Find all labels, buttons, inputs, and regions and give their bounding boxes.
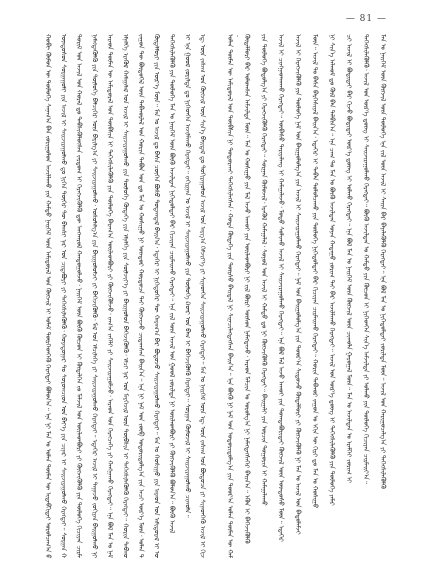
text-column: ᠶᠢᠨ ᠲᠥᠯᠦᠭᠡ ᠪᠣᠳᠤᠯᠭ᠎ᠠ ᠶᠢ ᠬᠡᠷᠡᠭᠵᠢᠭᠦᠯᠬᠦ ᠬᠡᠷᠡᠭᠲᠡᠢ᠃ ᠰᠤᠷᠭᠠᠨ ᠬᠦᠮᠦᠵᠢᠯ᠂ ᠡᠷᠡᠬᠦᠯ ᠬᠠᠮᠠᠭᠠᠯᠠᠯ᠂ ᠰᠣᠶᠣᠯ ᠤᠨ ᠠᠵᠢᠯ ᠢ ᠬᠠᠮᠲᠤ ᠳᠤ ᠨᠢ ᠬᠥᠭᠵᠢᠭᠦᠯᠬᠦ ᠬᠡᠷᠡᠭᠲᠡᠢ᠃ ᠪᠠᠢᠭᠠᠯᠢ ᠶᠢᠨ ᠣᠷᠴᠢᠨ ᠲᠣᠭᠣᠷᠢᠨ ᠢ ᠬᠠᠮᠠᠭᠠᠯᠠᠬᠤ [260,34,269,506]
text-column: ᠬᠤᠪᠢ ᠬᠦᠮᠦᠨ ᠦ ᠲᠥᠯᠦᠭᠡ ᠰᠠᠨᠠᠭ᠎ᠠ ᠪᠡᠨ ᠵᠣᠷᠢᠭᠤᠯᠤᠨ ᠠᠵᠢᠯᠯᠠᠬᠤ ᠶᠢᠨ ᠬᠠᠮᠲᠤ ᠨᠡᠢᠭᠡᠮ ᠦᠨ ᠠᠮᠢᠳᠤᠷᠠᠯ ᠤᠨ ᠬᠥᠭᠵᠢᠯ ᠢ ᠤᠯᠠᠮ ᠲᠦᠷᠭᠡᠳᠭᠡᠬᠦ ᠬᠡᠷᠡᠭᠲᠡᠢ ᠪᠣᠯᠤᠨ᠎ᠠ᠃ ᠡᠨᠡ ᠨᠢ ᠮᠠᠨ ᠤ ᠣᠯᠠᠨ ᠲᠦᠮᠡᠨ ᠦ ᠢᠳᠡᠪᠬᠢᠲᠡᠢ ᠣᠷᠣᠯᠴᠠᠭ᠎ᠠ ᠪ [44,34,53,558]
text-column: ᠨᠡᠮᠡᠭᠳᠡᠭᠦᠯᠬᠦ ᠶᠢᠨ ᠲᠥᠯᠦᠭᠡ ᠪᠡᠯᠴᠢᠭᠡᠷ ᠦᠨ ᠪᠠᠷᠢᠯᠭ᠎ᠠ ᠶᠢ ᠰᠠᠢᠵᠢᠷᠠᠭᠤᠯᠬᠤ᠂ ᠤᠰᠤᠯᠠᠯᠭ᠎ᠠ ᠶᠢᠨ ᠪᠠᠢᠭᠤᠯᠤᠮᠵᠢ ᠶᠢ ᠪᠡᠬᠡᠵᠢᠭᠦᠯᠬᠦ᠂ ᠮᠠᠯ ᠤᠨ ᠡᠮᠴᠢᠯᠡᠭᠡ ᠶᠢ ᠰᠠᠢᠵᠢᠷᠠᠭᠤᠯᠬᠤ ᠬᠡᠷᠡᠭᠲᠡᠢ᠃ ᠡᠳᠡᠭᠡᠷ ᠠᠵᠢᠯ ᠢ ᠳᠠᠭᠠᠵᠤ ᠵᠣᠬᠢᠶᠠᠨ ᠪᠠᠢᠭᠤᠯᠬᠤ ᠨᠢ [90,34,99,558]
text-column: ᠢ ᠡᠨᠡ ᠭᠣᠣᠯ ᠵᠣᠷᠢᠯᠲᠠ ᠳᠤ ᠨᠢᠭᠡᠳᠬᠡᠨ ᠠᠵᠢᠯᠯᠠᠬᠤ ᠬᠡᠷᠡᠭᠲᠡᠢ᠃ ᠵᠠᠬᠢᠷᠭᠠᠨ ᠤ ᠠᠵᠢᠯ ᠢ ᠰᠠᠢᠵᠢᠷᠠᠭᠤᠯᠬᠤ ᠶᠢᠨ ᠲᠥᠯᠦᠭᠡ ᠺᠠᠳᠷ ᠤᠨ ᠪᠠᠭ ᠢ ᠪᠡᠬᠡᠵᠢᠭᠦᠯᠬᠦ ᠬᠡᠷᠡᠭᠲᠡᠢ᠃ ᠰᠤᠷᠭᠠᠨ ᠬᠦᠮᠦᠵᠢᠯ ᠢ ᠰᠠᠢᠵᠢᠷᠠᠭᠤᠯᠬᠤ ᠴᠢᠬᠤᠯᠠ᠃ [183,34,192,518]
text-column: ᠵᠠᠭᠤᠨ ᠲᠦ ᠪᠦᠲᠦᠭᠡᠯ ᠦᠨ ᠳᠠᠪᠬᠤᠷᠯᠠᠯ ᠤᠨ ᠬᠣᠷᠢᠨ ᠲᠠᠪᠤᠨ ᠣᠨ ᠳᠤ ᠮᠠᠨ ᠤ ᠬᠣᠰᠢᠭᠤ ᠨᠢ ᠥᠨᠳᠥᠷ ᠬᠤᠷᠳᠤᠴᠠ ᠲᠠᠢ ᠬᠥᠭᠵᠢᠵᠦ ᠴᠢᠳᠠᠭᠰᠠᠨ ᠪᠠᠢᠨ᠎ᠠ᠃ ᠡᠨᠡ ᠨᠢ ᠨᠠᠮ ᠤᠨ ᠵᠥᠪ ᠤᠳᠤᠷᠢᠳᠤᠯᠭ᠎ᠠ ᠶᠢᠨ ᠠᠴᠢ ᠦᠷ᠎ᠡ ᠮᠥᠨ᠂ ᠣᠯᠠᠨ ᠲ [136,34,145,558]
text-column: ᠨᠢ ᠰᠢᠨ᠎ᠡ ᠠᠯᠬᠤᠮ ᠳᠤ ᠬᠥᠯ ᠪᠡᠨ ᠲᠠᠯᠪᠢᠨ᠎ᠠ᠃ ᠡᠨᠡ ᠴᠠᠭ ᠲᠤ ᠮᠠᠨ ᠤ ᠪᠦᠬᠦ ᠠᠵᠢᠯᠲᠠᠨ ᠤᠶᠠᠨ ᠬᠠᠲᠠᠭᠤ ᠵᠣᠷᠢᠭ ᠲᠠᠢ ᠪᠡᠷ ᠠᠵᠢᠯᠯᠠᠬᠤ ᠬᠡᠷᠡᠭᠲᠡᠢ᠃ ᠠᠵᠢᠯ ᠤᠨ ᠦᠷ᠎ᠡ ᠳ᠋ᠦᠩ ᠢ ᠳᠡᠭᠡᠭᠰᠢᠯᠡᠭᠦᠯᠬᠦ ᠶᠢᠨ ᠲᠥᠯᠦᠭᠡ ᠶᠠᠮᠠᠷ [328,34,337,506]
text-column: ᠠᠷᠠᠳ ᠲᠦᠮᠡᠨ ᠦ ᠠᠮᠢᠳᠤᠷᠠᠯ ᠤᠨ ᠲᠦᠪᠰᠢᠨ ᠢ ᠳᠡᠭᠡᠭᠰᠢᠯᠡᠭᠦᠯᠬᠦ ᠶᠢᠨ ᠲᠥᠯᠦᠭᠡ ᠪᠠᠷᠠᠭ᠎ᠠ ᠦᠢᠯᠡᠳᠪᠦᠷᠢ ᠶᠢ ᠬᠥᠭᠵᠢᠭᠦᠯᠵᠦ᠂ ᠵᠠᠬ᠎ᠠ ᠵᠡᠭᠡᠯᠢ ᠶᠢ ᠰᠠᠢᠵᠢᠷᠠᠭᠤᠯᠵᠤ᠂ ᠠᠷᠠᠳ ᠤᠨ ᠬᠡᠷᠡᠭᠴᠡᠭᠡ ᠶᠢ ᠬᠠᠩᠭᠠᠬᠤ ᠬᠡᠷᠡᠭᠲᠡᠢ᠃ ᠡᠨᠡ ᠪᠣᠯ ᠮᠠᠨ ᠤ ᠨᠠᠮ [106,34,115,558]
text-column: ᠮᠥᠨ᠃ ᠠᠵᠢᠯ ᠲᠤ ᠪᠠᠰᠠ ᠪᠡᠷᠬᠡᠰᠢᠶᠡᠯ ᠪᠠᠢᠨ᠎ᠠ᠂ ᠡᠳᠡᠭᠡᠷ ᠢ ᠳᠠᠪᠠᠨ ᠲᠤᠯᠤᠯᠴᠠᠬᠤ ᠶᠢᠨ ᠲᠥᠯᠦᠭᠡ ᠨᠢᠭᠡᠳᠦᠯᠲᠡᠢ ᠪᠡᠷ ᠬᠢᠴᠢᠶᠡᠨ ᠴᠢᠷᠮᠠᠢᠬᠤ ᠬᠡᠷᠡᠭᠲᠡᠢ᠃ ᠬᠣᠷᠢᠨ ᠳᠠᠪᠬᠤᠷ ᠵᠠᠭᠤᠨ ᠤ ᠡᠬᠢᠨ ᠦ ᠬᠢᠷᠢ ᠳᠤ ᠮᠠᠨ ᠤ ᠬᠣᠰᠢᠭᠤ [311,34,320,509]
text-column: ᠬᠥᠳᠡᠯᠮᠦᠷᠢ ᠶᠢᠨ ᠦᠷ᠎ᠡ ᠮᠥᠨ᠃ ᠮᠠᠨ ᠤ ᠠᠵᠢᠯ ᠳᠤ ᠪᠠᠰᠠ ᠴᠥᠭᠡᠨ ᠪᠤᠰᠤ ᠳᠤᠲᠠᠭᠳᠠᠯ ᠪᠠᠢᠨ᠎ᠠ᠂ ᠡᠳᠡᠭᠡᠷ ᠢ ᠨᠢᠭᠡᠳᠦᠭᠡᠷ ᠲᠦ ᠬᠠᠷᠠᠭ᠎ᠠ ᠪᠠᠷ ᠪᠤᠳᠤᠵᠤ ᠰᠠᠢᠵᠢᠷᠠᠭᠤᠯᠬᠤ ᠬᠡᠷᠡᠭᠲᠡᠢ᠃ ᠮᠠᠨ ᠤ ᠬᠣᠰᠢᠭᠤ ᠶᠢᠨ ᠠᠷᠠᠳ ᠤᠨ ᠠᠮᠢᠳᠤᠷᠠᠯ ᠢ ᠤ [152,34,161,558]
text-column: ᠡᠮᠨᠡᠯᠭᠡ ᠡᠷᠡᠬᠦᠯ ᠬᠠᠮᠠᠭᠠᠯᠠᠯ ᠤᠨ ᠠᠵᠢᠯ ᠢ ᠰᠠᠢᠵᠢᠷᠠᠭᠤᠯᠬᠤ ᠶᠢᠨ ᠲᠥᠯᠦᠭᠡ ᠬᠥᠳᠡᠭᠡ ᠶᠢᠨ ᠡᠮᠨᠡᠯᠭᠡ ᠶᠢᠨ ᠰᠦᠯᠵᠢᠶ᠎ᠡ ᠶᠢ ᠪᠠᠢᠭᠤᠯᠤᠨ ᠪᠡᠬᠡᠵᠢᠭᠦᠯᠬᠦ᠂ ᠡᠮᠴᠢ ᠨᠠᠷ ᠤᠨ ᠮᠡᠷᠭᠡᠵᠢᠯ ᠦᠨ ᠲᠦᠪᠰᠢᠨ ᠢ ᠳᠡᠭᠡᠭᠰᠢᠯᠡᠭᠦᠯᠬᠦ ᠬᠡᠷᠡᠭᠲᠡᠢ᠃ ᠬᠣᠷᠢᠨ ᠳᠠᠪᠬᠤ [121,34,130,558]
text-column: ᠳᠡᠭᠡᠭᠰᠢᠯᠡᠭᠦᠯᠬᠦ᠂ ᠠᠵᠢᠯ ᠤᠨ ᠦᠷ᠎ᠡ ᠳ᠋ᠦᠩ ᠢ ᠰᠠᠢᠵᠢᠷᠠᠭᠤᠯᠬᠤ ᠬᠡᠷᠡᠭᠲᠡᠢ᠃ ᠪᠦᠬᠦ ᠠᠵᠢᠯᠲᠠᠨ ᠤ ᠬᠠᠮᠲᠤ ᠶᠢᠨ ᠬᠦᠴᠦᠨ ᠢ ᠨᠢᠭᠡᠳᠭᠡᠨ ᠰᠢᠨ᠎ᠡ ᠠᠮᠵᠢᠯᠲᠠ ᠶᠢ ᠣᠯᠬᠤ ᠶᠢᠨ ᠲᠥᠯᠦᠭᠡ ᠬᠢᠴᠢᠶᠡᠨ ᠴᠢᠷᠮᠠᠢᠶ᠎ᠠ᠃ [362,34,371,484]
text-column: ᠮᠠᠨ ᠤ ᠨᠡᠢᠭᠡᠮ ᠦᠨ ᠬᠥᠭᠵᠢᠯ ᠦᠨ ᠲᠥᠯᠦᠭᠡ ᠡᠨᠡ ᠵᠢᠯ ᠦᠨ ᠠᠵᠢᠯ ᠢ ᠰᠠᠢᠨ ᠪᠡᠷ ᠪᠡᠶᠡᠯᠡᠭᠦᠯᠬᠦ ᠬᠡᠷᠡᠭᠲᠡᠢ᠃ ᠡᠨᠡ ᠪᠣᠯ ᠮᠠᠨ ᠤ ᠨᠢᠭᠡᠳᠦᠯᠲᠡᠢ ᠵᠣᠷᠢᠯᠲᠠ ᠮᠥᠨ᠃ ᠠᠵᠢᠯ ᠤᠨ ᠬᠠᠷᠢᠭᠤᠴᠠᠯᠭ᠎ᠠ ᠶᠢ ᠳᠡᠭᠡᠭᠰᠢᠯᠡᠭᠦᠯᠬᠦ [379,34,388,489]
page-number: — 81 — [345,14,387,24]
text-column: ᠳᠡᠭᠡᠭᠰᠢᠯᠡᠭᠦᠯᠬᠦ ᠶᠢᠨ ᠲᠥᠯᠦᠭᠡ ᠮᠠᠨ ᠤ ᠨᠡᠢᠭᠡᠮ ᠦᠨ ᠪᠦᠬᠦ ᠠᠵᠢᠯᠲᠠᠨ ᠨᠢᠭᠡᠳᠦᠯᠲᠡᠢ ᠪᠡᠷ ᠬᠢᠴᠢᠶᠡᠨ ᠴᠢᠷᠮᠠᠢᠬᠤ ᠬᠡᠷᠡᠭᠲᠡᠢ᠃ ᠡᠨᠡ ᠵᠢᠯ ᠦᠨ ᠠᠵᠢᠯ ᠤᠨ ᠭᠣᠣᠯ ᠵᠣᠷᠢᠯᠲᠠ ᠨᠢ ᠦᠢᠯᠡᠳᠪᠦᠷᠢ ᠶᠢ ᠬᠥᠭᠵᠢᠭᠦᠯᠬᠦ ᠪᠣᠯᠤᠨ᠎ᠠ᠃ ᠪᠦᠬᠦ ᠠᠵᠢᠯ [167,34,176,534]
text-column: ᠡᠳ᠋ ᠦᠨ ᠵᠠᠰᠠᠭ ᠤᠨ ᠬᠥᠭᠵᠢᠯ ᠦᠨ ᠰᠢᠨ᠎ᠡ ᠪᠠᠢᠳᠠᠯ ᠳᠤ ᠲᠣᠬᠢᠷᠠᠭᠤᠯᠤᠨ ᠠᠵᠢᠯ ᠤᠨ ᠠᠷᠭ᠎ᠠ ᠬᠡᠮᠵᠢᠶ᠎ᠡ ᠶᠢ ᠰᠢᠨᠡᠳᠭᠡᠨ ᠰᠠᠢᠵᠢᠷᠠᠭᠤᠯᠬᠤ ᠬᠡᠷᠡᠭᠲᠡᠢ᠃ ᠮᠠᠨ ᠤ ᠨᠡᠢᠭᠡᠮ ᠦᠨ ᠡᠳ᠋ ᠦᠨ ᠵᠠᠰᠠᠭ ᠤᠨ ᠪᠦᠲᠦᠴᠡ ᠶᠢ ᠰᠢᠨᠡᠳᠭᠡᠬᠦ ᠠᠵᠢᠯ ᠢ ᠬᠢᠵ [198,34,207,558]
text-column: ᠠᠵᠢᠯ ᠢ ᠴᠢᠩᠭᠠᠳᠬᠠᠬᠤ ᠬᠡᠷᠡᠭᠲᠡᠢ᠃ ᠦᠪᠡᠰᠦ ᠲᠠᠷᠢᠶᠠᠯᠠᠩ ᠢ ᠬᠠᠮᠠᠭᠠᠯᠠᠵᠤ᠂ ᠮᠣᠳᠣ ᠰᠤᠯᠢᠬᠤ ᠠᠵᠢᠯ ᠢ ᠰᠠᠢᠵᠢᠷᠠᠭᠤᠯᠬᠤ ᠬᠡᠷᠡᠭᠲᠡᠢ᠃ ᠡᠨᠡ ᠪᠣᠯ ᠮᠠᠯ ᠠᠵᠤ ᠠᠬᠤᠢ ᠶᠢᠨ ᠲᠣᠭᠲᠠᠪᠤᠷᠢᠲᠠᠢ ᠬᠥᠭᠵᠢᠯ ᠦᠨ ᠦᠨᠳᠦᠰᠦ ᠮᠥᠨ᠃ ᠡᠳᠡᠭᠡᠷ [277,34,286,542]
text-column: ᠣᠯᠠᠨ ᠲᠦᠮᠡᠨ ᠦ ᠠᠮᠢᠳᠤᠷᠠᠯ ᠤᠨ ᠲᠦᠪᠰᠢᠨ ᠨᠢ ᠲᠣᠳᠣᠷᠬᠠᠢ ᠳᠡᠭᠡᠭᠰᠢᠯᠡᠭᠰᠡᠨ᠂ ᠬᠣᠳᠠ ᠬᠥᠳᠡᠭᠡ ᠶᠢᠨ ᠳᠦᠷᠰᠦ ᠪᠠᠢᠳᠠᠯ ᠨᠢ ᠰᠢᠨᠡᠴᠢᠯᠡᠭᠳᠡᠭᠰᠡᠨ ᠪᠠᠢᠨ᠎ᠠ᠃ ᠡᠨᠡ ᠪᠦᠬᠦ ᠨᠢ ᠨᠠᠮ ᠤᠨ ᠤᠳᠤᠷᠢᠳᠤᠯᠭ᠎ᠠ ᠶᠢᠨ ᠳᠣᠣᠷ᠎ᠠ ᠣᠯᠠᠨ ᠲᠦᠮᠡᠨ ᠦ ᠬᠠᠮ [226,34,235,558]
text-column: ᠬᠥᠳᠡᠯᠮᠦᠷᠢ ᠪᠡᠷ ᠣᠯᠤᠭᠰᠠᠨ ᠠᠮᠵᠢᠯᠲᠠ ᠮᠥᠨ᠃ ᠮᠠᠨ ᠤ ᠬᠣᠰᠢᠭᠤ ᠶᠢᠨ ᠮᠠᠯ ᠠᠵᠤ ᠠᠬᠤᠢ ᠶᠢᠨ ᠦᠢᠯᠡᠳᠪᠦᠷᠢ ᠨᠢ ᠵᠢᠯ ᠪᠦᠷᠢ ᠥᠰᠦᠨ ᠨᠡᠮᠡᠭᠳᠡᠵᠦ᠂ ᠠᠷᠠᠳ ᠮᠠᠯᠴᠢᠨ ᠤ ᠣᠷᠣᠯᠭ᠎ᠠ ᠨᠢ ᠨᠡᠮᠡᠭᠳᠡᠭᠰᠡᠭᠡᠷ ᠪᠠᠢᠨ᠎ᠠ᠃ ᠡᠭᠦᠨ ᠢ ᠪᠡᠬᠡᠵᠢᠭᠦᠯᠬᠦ [243,34,252,544]
text-block-right [225,34,391,558]
text-column: ᠲᠣᠷᠢᠮ ᠤᠨ ᠠᠵᠢᠯ ᠤᠨ ᠬᠤᠷᠠᠯ ᠳᠤ ᠳᠡᠪᠰᠢᠭᠦᠯᠦᠭᠰᠡᠨ ᠵᠠᠷᠲᠤᠭ ᠢ ᠬᠡᠷᠡᠭᠵᠢᠭᠦᠯᠬᠦ ᠳᠦ ᠠᠨᠭᠬᠠᠷᠤᠯ ᠬᠠᠨᠳᠤᠭᠤᠯᠵᠤ᠂ ᠨᠡᠢᠭᠡᠮ ᠦᠨ ᠪᠦᠬᠦ ᠬᠦᠴᠦᠨ ᠢ ᠬᠥᠳᠡᠯᠭᠡᠨ ᠵᠤ ᠮᠠᠯᠵᠢᠯ ᠤᠨ ᠦᠢᠯᠡᠳᠪᠦᠷᠢ ᠶᠢ ᠬᠥᠭᠵᠢᠭᠦᠯᠬᠦ ᠶᠢᠨ ᠲᠥᠯᠦᠭᠡ ᠬᠢᠴᠢᠶᠡᠨ ᠴᠢᠷᠮᠠ [75,34,84,558]
text-column: ᠠᠵᠢᠯ ᠢ ᠬᠡᠷᠡᠭᠵᠢᠭᠦᠯᠬᠦ ᠶᠢᠨ ᠲᠥᠯᠦᠭᠡ ᠨᠠᠮ ᠤᠨ ᠪᠠᠢᠭᠤᠯᠤᠯᠭ᠎ᠠ ᠶᠢᠨ ᠠᠵᠢᠯ ᠢ ᠰᠠᠢᠵᠢᠷᠠᠭᠤᠯᠬᠤ ᠬᠡᠷᠡᠭᠲᠡᠢ᠃ ᠨᠠᠮ ᠤᠨ ᠪᠠᠢᠭᠤᠯᠤᠯᠭ᠎ᠠ ᠶᠢᠨ ᠳᠣᠣᠷ᠎ᠠ ᠰᠢᠲᠦᠵᠦ ᠬᠥᠳᠡᠯᠮᠦᠷᠢ ᠶᠢ ᠬᠥᠭᠵᠢᠭᠦᠯᠬᠦ ᠨᠢ ᠮᠠᠨ ᠤ ᠠᠵᠢᠯ ᠤᠨ ᠪᠠᠲᠤᠯᠠᠮᠵᠢ [294,34,303,535]
text-block-left [43,34,209,558]
text-column: ᠴᠢ ᠠᠵᠢᠯ ᠢ ᠪᠣᠳᠢᠲᠠᠢ ᠪᠡᠷ ᠬᠢᠵᠦ ᠪᠣᠳᠢᠲᠠᠢ ᠦᠷ᠎ᠡ ᠳ᠋ᠦᠩ ᠢ ᠣᠯᠬᠤ ᠬᠡᠷᠡᠭᠲᠡᠢ᠃ ᠡᠨᠡ ᠪᠣᠯ ᠮᠠᠨ ᠤ ᠨᠡᠢᠭᠡᠮ ᠦᠨ ᠬᠥᠭᠵᠢᠯ ᠦᠨ ᠴᠢᠬᠤᠯᠠ ᠭᠠᠷᠤᠭᠠᠯ ᠮᠥᠨ᠃ ᠮᠠᠨ ᠤ ᠠᠵᠢᠯᠲᠠᠨ ᠤ ᠡᠷᠡᠮᠬᠡᠢ ᠵᠣᠷᠢᠭ ᠢ [345,34,354,483]
text-column: ᠦᠨᠳᠦᠰᠦᠨ ᠰᠤᠷᠭᠠᠭᠤᠯᠢ ᠶᠢᠨ ᠠᠵᠢᠯ ᠢ ᠰᠠᠢᠵᠢᠷᠠᠭᠤᠯᠬᠤ ᠳᠤ ᠨᠢᠭᠡᠨ ᠳᠦᠭᠡᠷ ᠲᠦ ᠪᠠᠭᠰᠢ ᠨᠠᠷ ᠤᠨ ᠴᠢᠳᠠᠪᠤᠷᠢ ᠶᠢ ᠳᠡᠭᠡᠭᠰᠢᠯᠡᠭᠦᠯᠬᠦ᠂ ᠬᠣᠶᠠᠳᠤᠭᠠᠷ ᠲᠤ ᠰᠤᠷᠤᠭᠴᠢᠳ ᠤᠨ ᠪᠡᠶ᠎ᠡ ᠶᠢᠨ ᠴᠢᠨᠠᠷ ᠢ ᠰᠠᠢᠵᠢᠷᠠᠭᠤᠯᠬᠤ ᠬᠡᠷᠡᠭᠲᠡᠢ᠃ ᠰᠤᠷᠭᠠᠨ ᠬ [59,34,68,558]
